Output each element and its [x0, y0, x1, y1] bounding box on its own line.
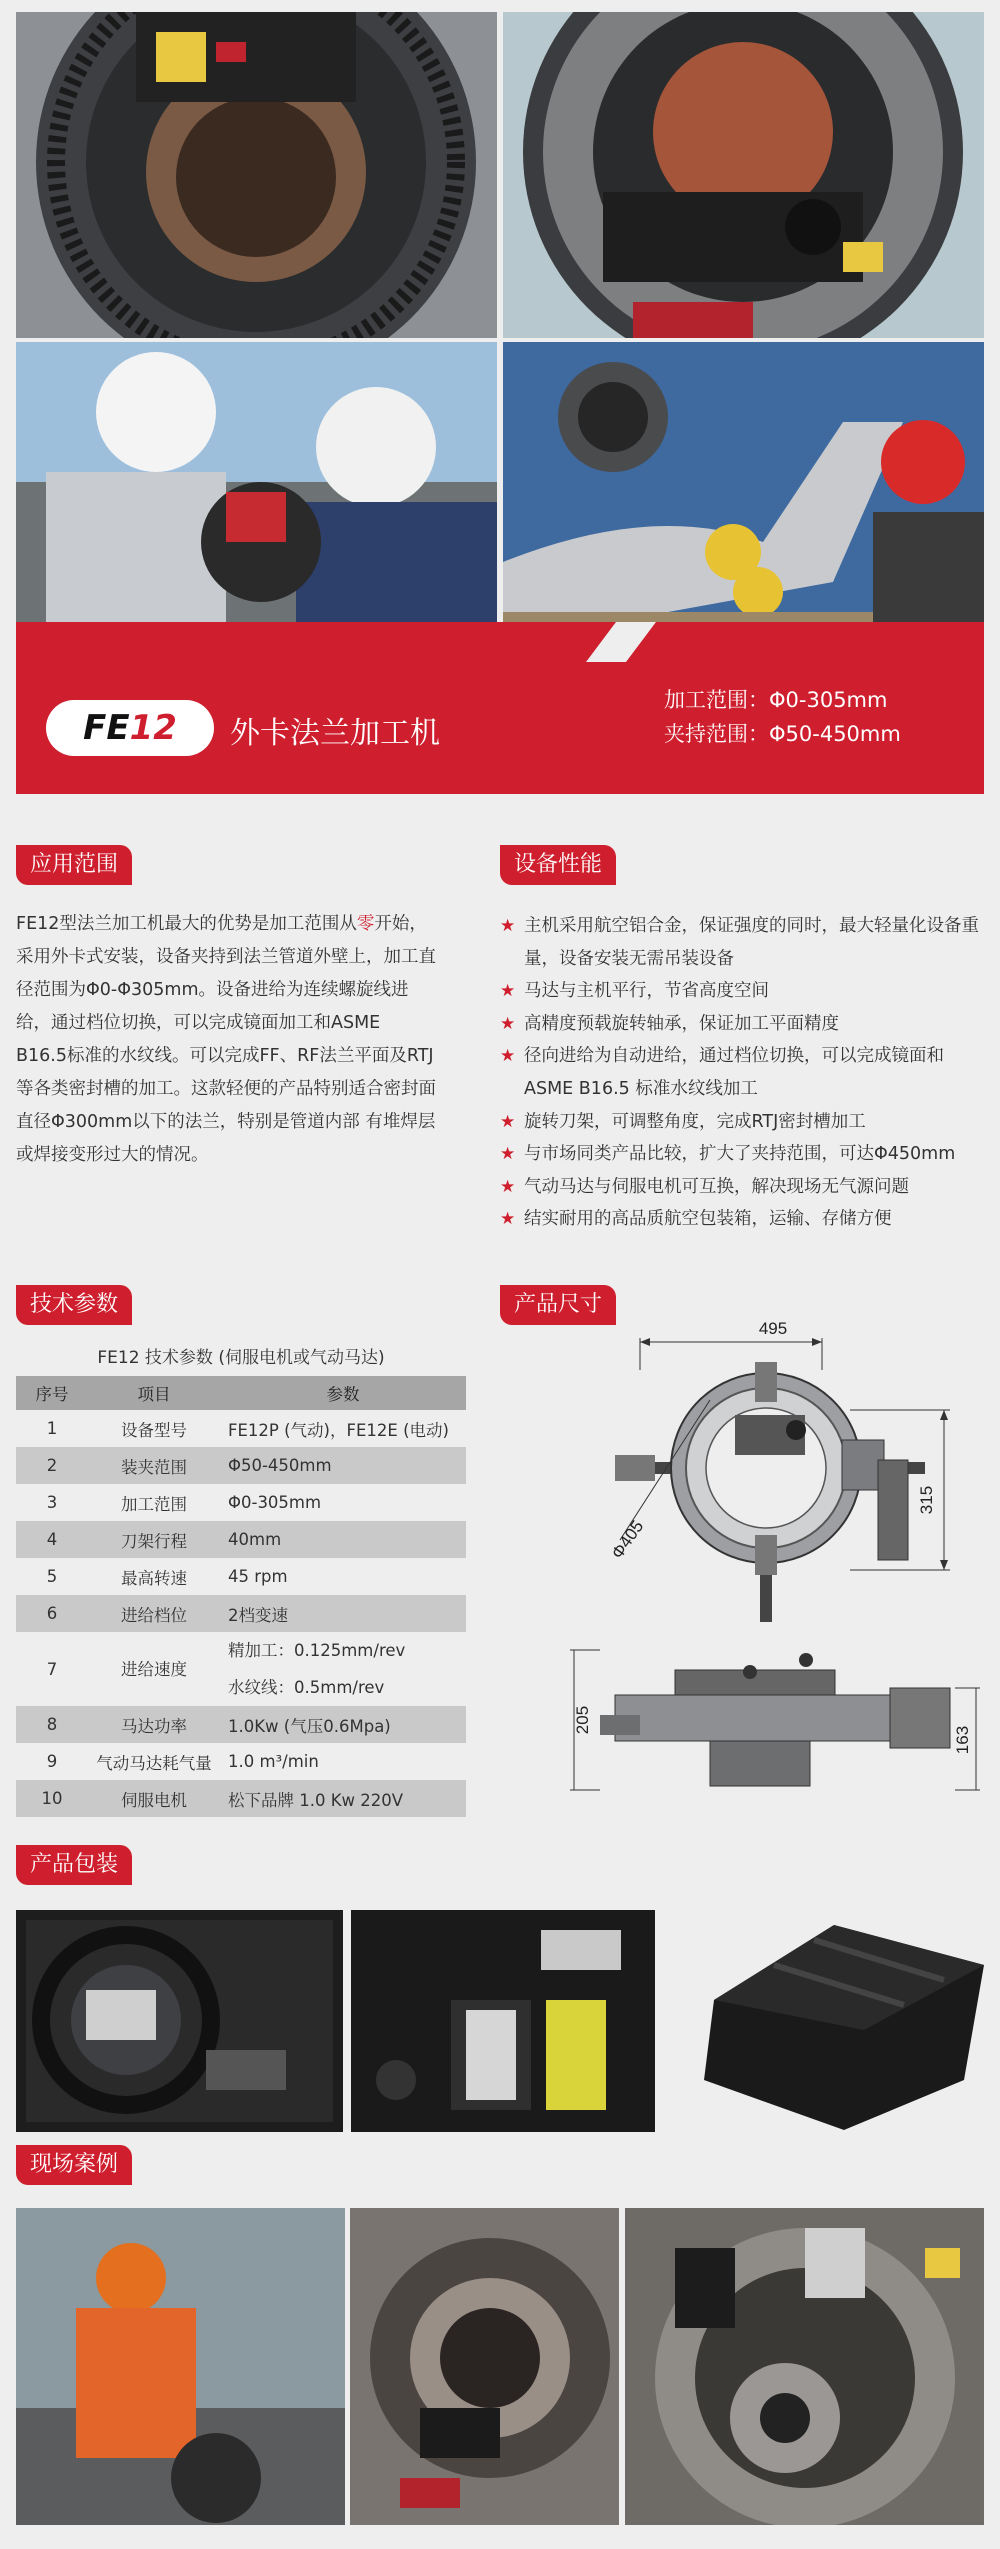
- header-value: 参数: [220, 1376, 466, 1410]
- feature-item: ★ 径向进给为自动进给，通过档位切换，可以完成镜面和ASME B16.5 标准水纹线加工: [500, 1040, 990, 1105]
- banner-spec-clamping: 夹持范围：Φ50-450mm: [664, 722, 901, 746]
- dim-side-right: 163: [953, 1725, 972, 1755]
- section-title-size: 产品尺寸: [500, 1285, 616, 1325]
- dim-side-height: 205: [573, 1705, 592, 1735]
- banner-decor: [16, 622, 984, 662]
- spec-table: [16, 1376, 466, 1817]
- table-row: 4 刀架行程 40mm: [16, 1521, 466, 1558]
- section-title-packing: 产品包装: [16, 1845, 132, 1885]
- application-description: FE12型法兰加工机最大的优势是加工范围从零开始，采用外卡式安装，设备夹持到法兰管道外壁上，加工直径范围为Φ0-Φ305mm。设备进给为连续螺旋线进给，通过档位切换，可以完成镜面加工和ASME B16.5标准的水纹线。可以完成FF、RF法兰平面及RTJ等各类密封槽的加工。这款轻便的产品特别适合密封面直径Φ300mm以下的法兰，特别是管道内部 有堆焊层或焊接变形过大的情况。: [16, 914, 436, 1165]
- feature-item: ★ 马达与主机平行，节省高度空间: [500, 975, 990, 1008]
- photo-workers-site-1: [16, 342, 497, 653]
- feature-item: ★ 气动马达与伺服电机可互换，解决现场无气源问题: [500, 1171, 990, 1204]
- section-title-application: 应用范围: [16, 845, 132, 885]
- model-badge: FE 12: [46, 700, 214, 756]
- table-row: 7 进给速度 精加工：0.125mm/rev 水纹线：0.5mm/rev: [16, 1632, 466, 1706]
- dimension-drawing: [560, 1310, 990, 1810]
- header-item: 项目: [88, 1376, 220, 1410]
- feature-list: [500, 910, 990, 1236]
- product-banner: [16, 622, 984, 794]
- table-row: 8 马达功率 1.0Kw (气压0.6Mpa): [16, 1706, 466, 1743]
- table-row: 1 设备型号 FE12P (气动)，FE12E (电动): [16, 1410, 466, 1447]
- photo-case-closeup: [625, 2208, 984, 2525]
- section-title-tech: 技术参数: [16, 1285, 132, 1325]
- photo-workers-site-2: [503, 342, 984, 653]
- photo-case-flange: [350, 2208, 619, 2525]
- feature-item: ★ 高精度预载旋转轴承，保证加工平面精度: [500, 1008, 990, 1041]
- photo-packing-accessories: [351, 1910, 655, 2132]
- table-header-row: [16, 1376, 466, 1410]
- feature-item: ★ 主机采用航空铝合金，保证强度的同时，最大轻量化设备重量，设备安装无需吊装设备: [500, 910, 990, 975]
- dim-diameter: Φ405: [607, 1517, 648, 1563]
- table-row: 5 最高转速 45 rpm: [16, 1558, 466, 1595]
- highlight-zero: 零: [356, 914, 375, 934]
- table-row: 10 伺服电机 松下品牌 1.0 Kw 220V: [16, 1780, 466, 1817]
- feature-item: ★ 结实耐用的高品质航空包装箱，运输、存储方便: [500, 1203, 990, 1236]
- section-title-performance: 设备性能: [500, 845, 616, 885]
- photo-packing-case-open: [16, 1910, 343, 2132]
- photo-machine-on-flange-1: [16, 12, 497, 338]
- table-row: 2 装夹范围 Φ50-450mm: [16, 1447, 466, 1484]
- product-title: 外卡法兰加工机: [230, 716, 440, 751]
- dim-height: 315: [917, 1485, 936, 1515]
- table-row: 9 气动马达耗气量 1.0 m³/min: [16, 1743, 466, 1780]
- table-caption: FE12 技术参数 (伺服电机或气动马达): [97, 1348, 385, 1368]
- photo-case-worker: [16, 2208, 345, 2525]
- banner-spec-processing: 加工范围：Φ0-305mm: [664, 688, 888, 712]
- table-row: 6 进给档位 2档变速: [16, 1595, 466, 1632]
- dim-width: 495: [758, 1319, 788, 1338]
- photo-packing-hard-case: [664, 1880, 994, 2140]
- photo-machine-on-flange-2: [503, 12, 984, 338]
- section-title-cases: 现场案例: [16, 2145, 132, 2185]
- header-no: 序号: [16, 1376, 88, 1410]
- feature-item: ★ 与市场同类产品比较，扩大了夹持范围，可达Φ450mm: [500, 1138, 990, 1171]
- feature-item: ★ 旋转刀架，可调整角度，完成RTJ密封槽加工: [500, 1106, 990, 1139]
- table-row: 3 加工范围 Φ0-305mm: [16, 1484, 466, 1521]
